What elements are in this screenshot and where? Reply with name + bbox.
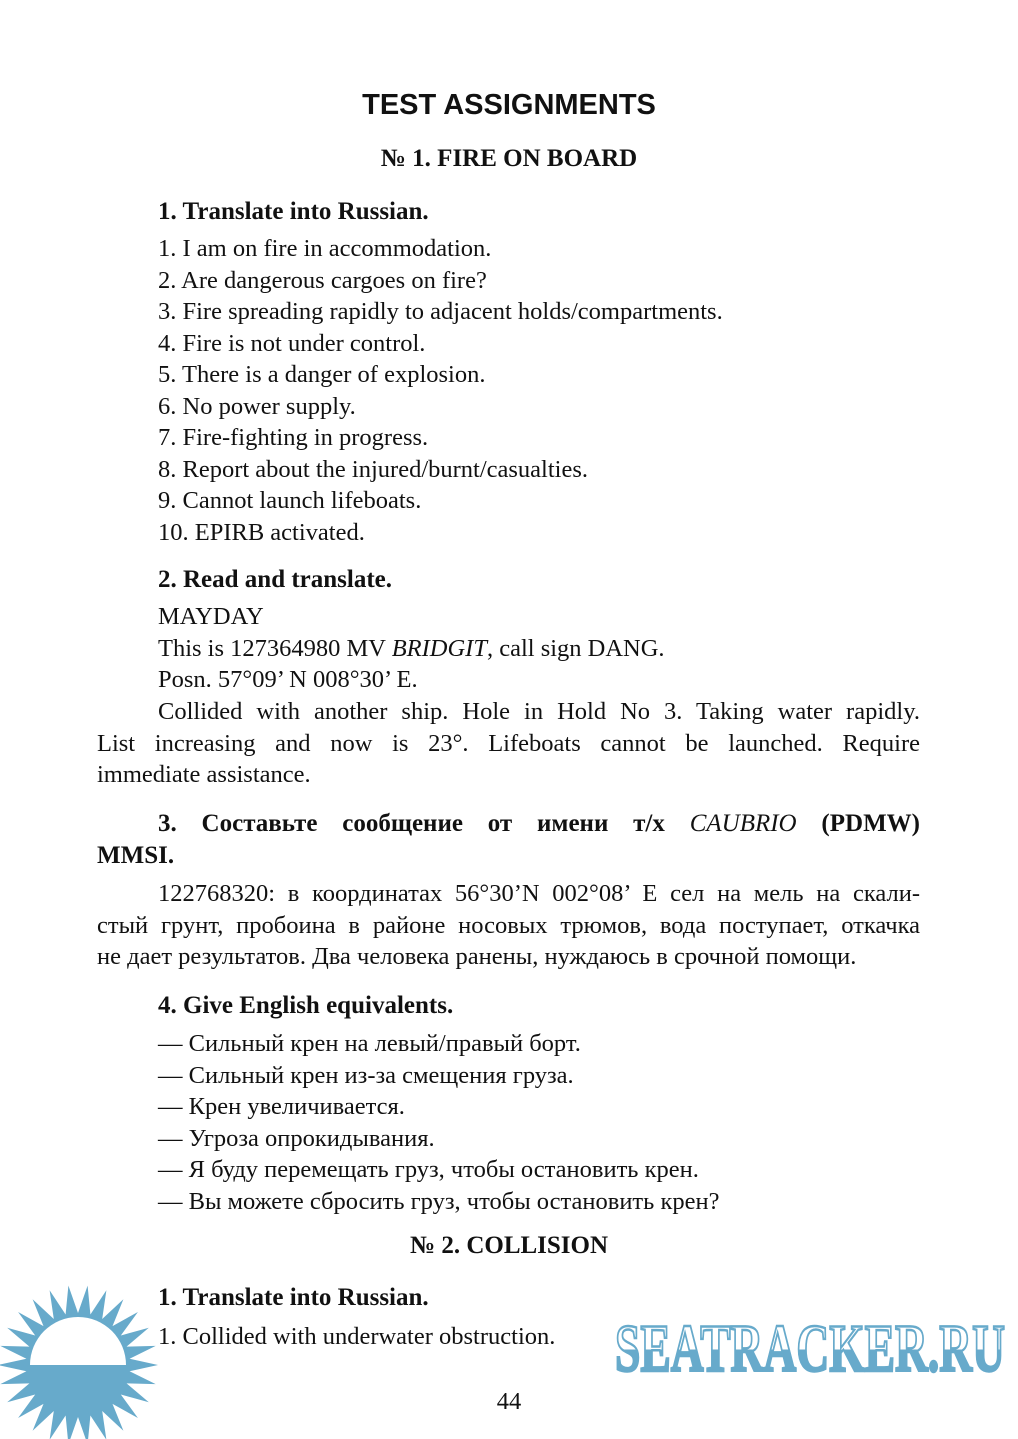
list-item: — Сильный крен из-за смещения груза. bbox=[158, 1061, 574, 1089]
vessel-line bbox=[158, 633, 665, 665]
task-3-line: не дает результатов. Два человека ранены, нуждаюсь в срочной помощи. bbox=[97, 943, 857, 970]
list-item: 9. Cannot launch lifeboats. bbox=[158, 487, 422, 514]
message-line: List increasing and now is 23°. Lifeboats cannot be launched. Require bbox=[97, 730, 920, 757]
section-2-heading: № 2. COLLISION bbox=[409, 1232, 609, 1259]
list-item: 2. Are dangerous cargoes on fire? bbox=[158, 266, 487, 294]
task-3-heading-line2: MMSI. bbox=[97, 842, 175, 869]
position-line: Posn. 57°09’ N 008°30’ E. bbox=[158, 666, 418, 693]
watermark-text: SEATRACKER.RU bbox=[615, 1310, 1005, 1386]
list-item: — Я буду перемещать груз, чтобы остановить крен. bbox=[158, 1156, 699, 1183]
list-item: — Угроза опрокидывания. bbox=[158, 1124, 435, 1152]
task-3-line: 122768320: в координатах 56°30’N 002°08’ E сел на мель на скали- bbox=[158, 880, 920, 907]
list-item: 1. I am on fire in accommodation. bbox=[158, 235, 492, 262]
list-item: 4. Fire is not under control. bbox=[158, 329, 426, 357]
list-item: 8. Report about the injured/burnt/casualties. bbox=[158, 455, 589, 483]
task-2-heading: 2. Read and translate. bbox=[158, 566, 393, 593]
list-item: 1. Collided with underwater obstruction. bbox=[158, 1323, 556, 1350]
page-number: 44 bbox=[496, 1388, 522, 1415]
message-line: Collided with another ship. Hole in Hold No 3. Taking water rapidly. bbox=[158, 698, 920, 725]
message-line: immediate assistance. bbox=[97, 761, 311, 788]
task-3-line: стый грунт, пробоина в районе носовых трюмов, вода поступает, откачка bbox=[97, 912, 920, 939]
section-1-heading: № 1. FIRE ON BOARD bbox=[380, 145, 638, 172]
list-item: — Вы можете сбросить груз, чтобы остановить крен? bbox=[158, 1187, 720, 1215]
list-item: 3. Fire spreading rapidly to adjacent holds/compartments. bbox=[158, 298, 723, 325]
section-2-task-1-heading: 1. Translate into Russian. bbox=[158, 1284, 429, 1311]
list-item: 10. EPIRB activated. bbox=[158, 518, 365, 546]
task-3-heading-text: 3. Составьте сообщение от имени т/х bbox=[158, 810, 690, 837]
vessel-text: This is 127364980 MV bbox=[158, 635, 392, 662]
ship-name: CAUBRIO bbox=[689, 810, 797, 837]
task-3-heading bbox=[158, 808, 920, 840]
task-1-heading: 1. Translate into Russian. bbox=[158, 198, 429, 225]
list-item: — Крен увеличивается. bbox=[158, 1093, 405, 1120]
task-4-heading: 4. Give English equivalents. bbox=[158, 992, 454, 1019]
list-item: 7. Fire-fighting in progress. bbox=[158, 424, 429, 451]
list-item: 5. There is a danger of explosion. bbox=[158, 361, 486, 388]
call-sign-text: , call sign DANG. bbox=[486, 635, 665, 662]
page-title: TEST ASSIGNMENTS bbox=[362, 89, 656, 121]
list-item: — Сильный крен на левый/правый борт. bbox=[158, 1030, 581, 1057]
list-item: 6. No power supply. bbox=[158, 392, 356, 420]
ship-name: BRIDGIT bbox=[391, 635, 487, 662]
mayday-line: MAYDAY bbox=[158, 603, 264, 630]
call-sign: (PDMW) bbox=[796, 810, 920, 837]
